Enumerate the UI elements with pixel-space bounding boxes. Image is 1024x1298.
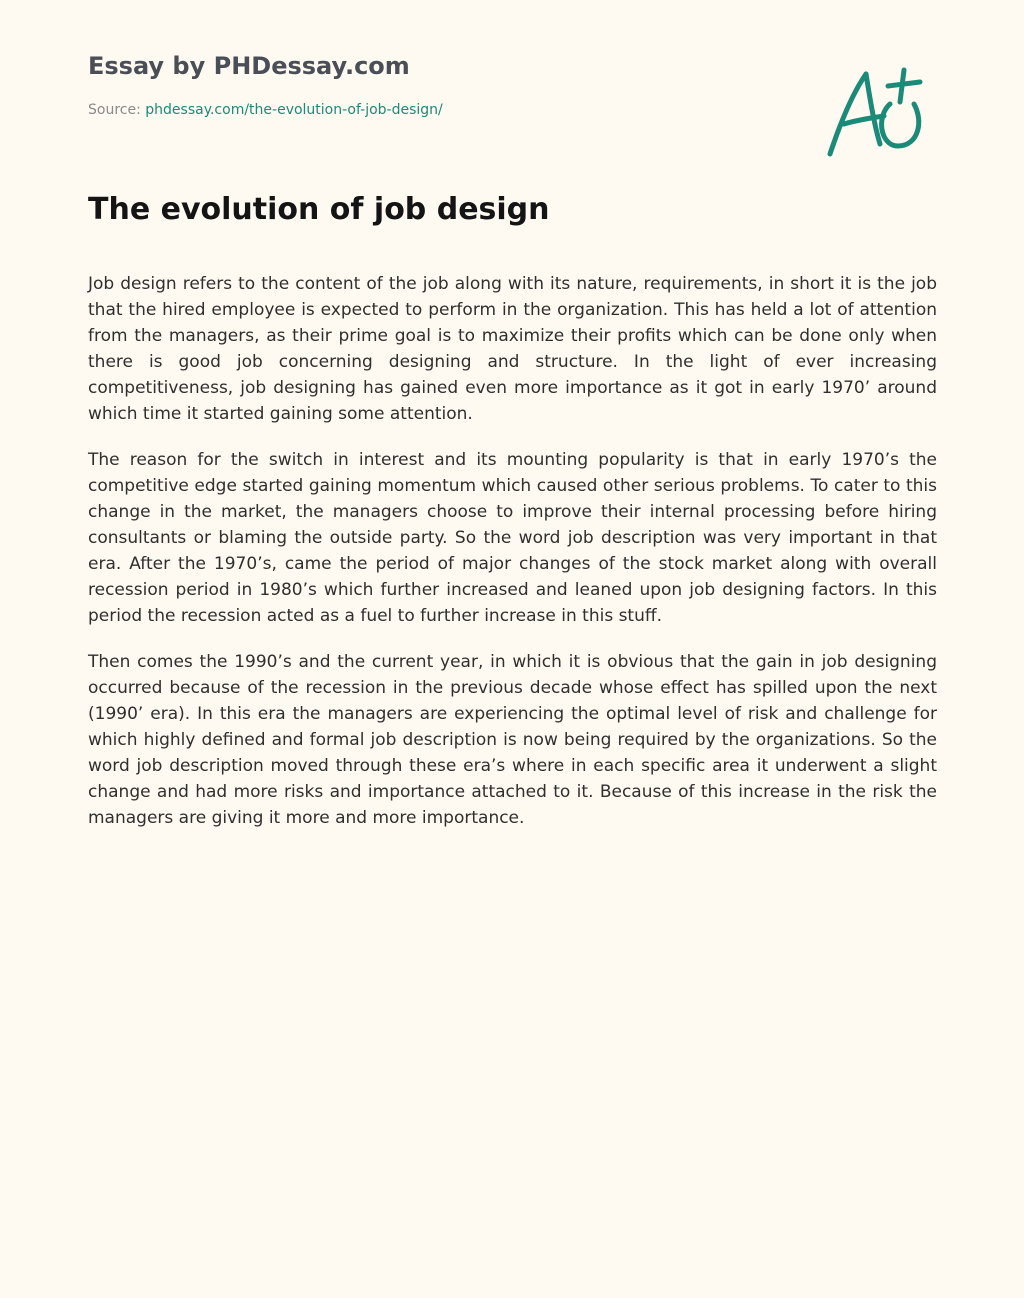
article-paragraph: The reason for the switch in interest and its mounting popularity is that in early 1970’s the competitive edge started gaining momentum which caused other serious problems. To cater to this change in the market, the managers choose to improve their internal processing before hiring consultants or blaming the outside party. So the word job description was very important in that era. After the 1970’s, came the period of major changes of the stock market along with overall recession period in 1980’s which further increased and leaned upon job designing factors. In this period the recession acted as a fuel to further increase in this stuff. [88,450,937,626]
site-brand[interactable]: Essay by PHDessay.com [88,52,410,80]
article-paragraph: Job design refers to the content of the job along with its nature, requirements, in short it is the job that the hired employee is expected to perform in the organization. This has held a lot of attention from the managers, as their prime goal is to maximize their profits which can be done only when there is good job concerning designing and structure. In the light of ever increasing competitiveness, job designing has gained even more importance as it got in early 1970’ around which time it started gaining some attention. [88,274,937,424]
a-plus-logo-icon [822,64,930,164]
article-title: The evolution of job design [88,192,550,227]
article-body [88,271,937,851]
source-label: Source: [88,102,146,118]
page-header [88,50,443,120]
source-line [88,100,443,120]
article-paragraph: Then comes the 1990’s and the current year, in which it is obvious that the gain in job designing occurred because of the recession in the previous decade whose effect has spilled upon the next (1990’ era). In this era the managers are experiencing the optimal level of risk and challenge for which highly defined and formal job description is now being required by the organizations. So the word job description moved through these era’s where in each specific area it underwent a slight change and had more risks and importance attached to it. Because of this increase in the risk the managers are giving it more and more importance. [88,652,937,828]
source-link[interactable]: phdessay.com/the-evolution-of-job-design/ [145,102,443,118]
